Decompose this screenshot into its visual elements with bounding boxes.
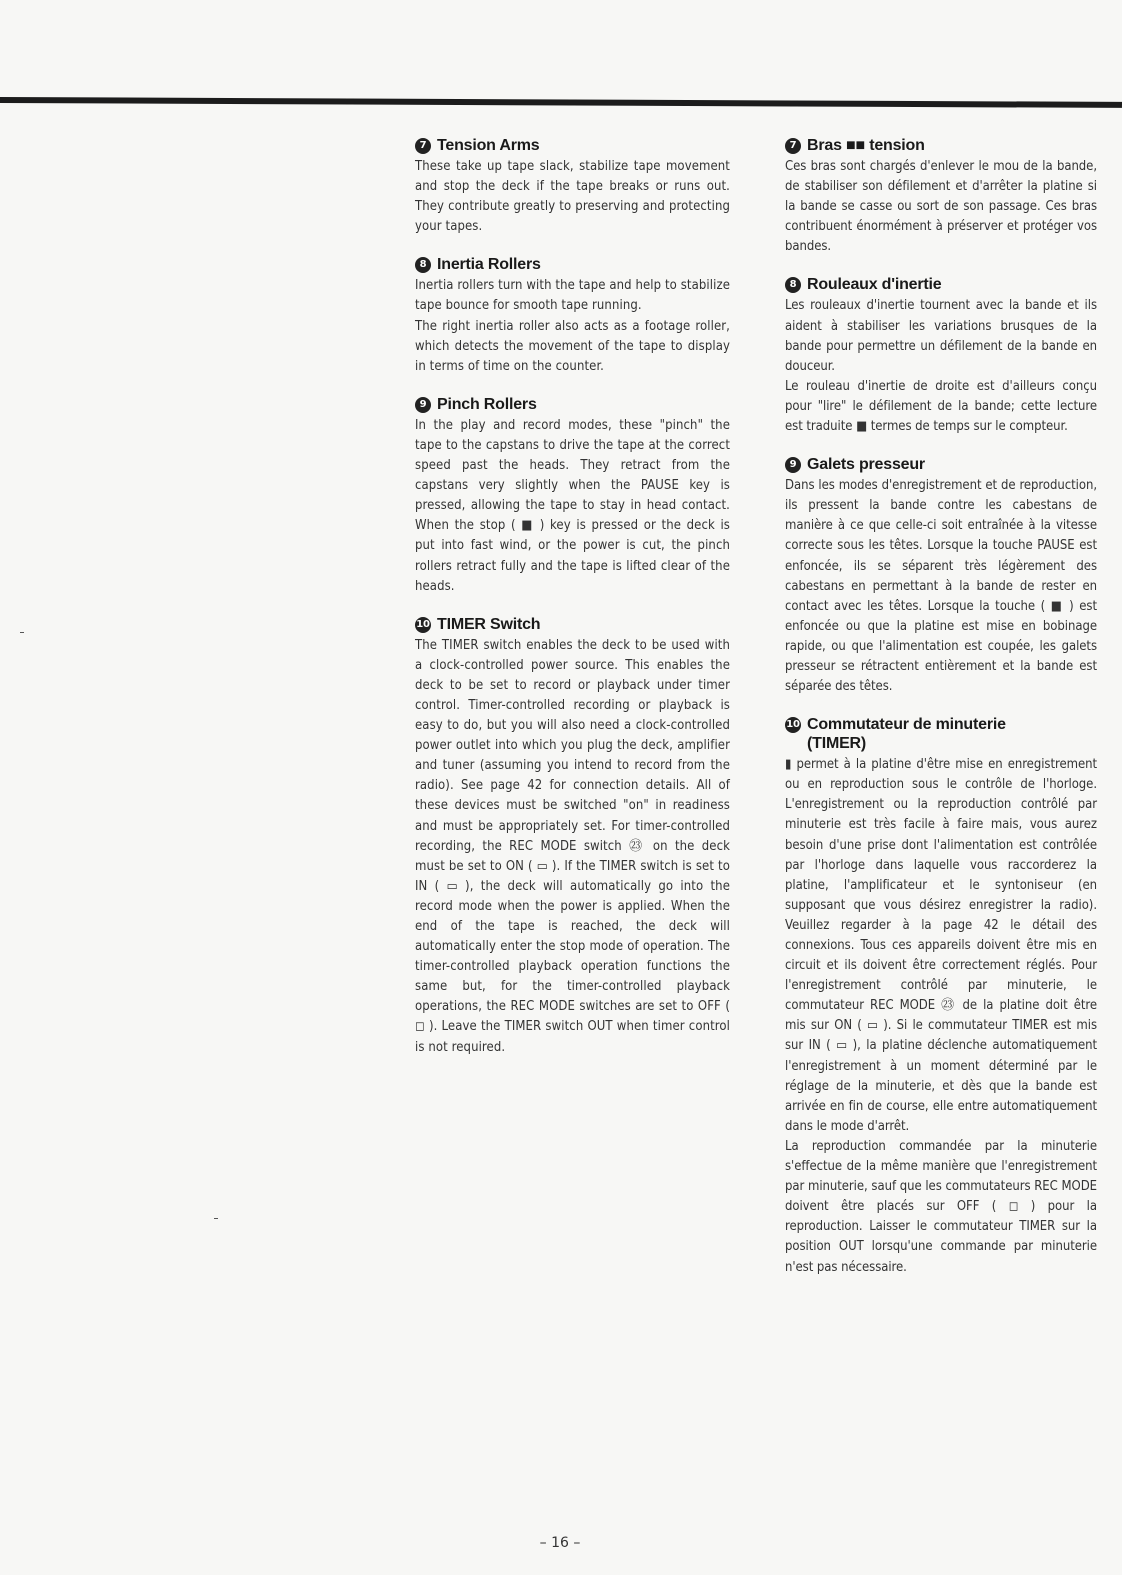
section-tension-arms [415,136,730,237]
french-column [785,136,1097,1296]
item-number-badge: 8 [415,257,431,273]
section-rouleaux-inertie [785,275,1097,437]
item-number-badge: 8 [785,277,801,293]
paragraph: Ces bras sont chargés d'enlever le mou de la bande, de stabiliser son défilement et d'arrêter la platine si la bande se casse ou sort de son passage. Ces bras contribuent énormément à préserver et protéger vos bandes. [785,159,1097,255]
item-number-badge: 9 [785,457,801,473]
section-heading [785,136,1097,155]
scan-speck [214,1218,218,1219]
section-galets-presseur [785,455,1097,697]
item-number-badge: 10 [415,617,431,633]
paragraph: The right inertia roller also acts as a footage roller, which detects the movement of the tape to display in terms of time on the counter. [415,318,730,374]
item-number-badge: 7 [415,138,431,154]
top-rule [0,97,1122,108]
heading-text: Rouleaux d'inertie [807,276,942,294]
section-heading [415,615,730,634]
section-pinch-rollers [415,395,730,597]
section-inertia-rollers [415,255,730,376]
heading-text: Commutateur de minuterie (TIMER) [807,716,1006,753]
scan-speck [20,632,24,633]
paragraph: ▮ permet à la platine d'être mise en enregistrement ou en reproduction sous le contrôle de l'horloge. L'enregistrement ou la reproduction contrôlé par minuterie est très facile à faire mais, vous aurez besoin d'une prise dont l'alimentation est contrôlée par l'horloge dans laquelle vous raccorderez la platine, l'amplificateur et le syntoniseur (en supposant que vous désirez enregistrer la radio). Veuillez regarder à la page 42 le détail des connexions. Tous ces appareils doivent être mis en circuit et ils doivent être correctement réglés. Pour l'enregistrement contrôlé par minuterie, le commutateur REC MODE ㉓ de la platine doit être mis sur ON ( ▭ ). Si le commutateur TIMER est mis sur IN ( ▭ ), la platine déclenche automatiquement l'enregistrement à un moment déterminé par le réglage de la minuterie, et dès que la bande est arrivée en fin de course, elle entre automatiquement dans le mode d'arrêt. [785,757,1097,1134]
section-bras-tension [785,136,1097,257]
heading-text: Inertia Rollers [437,256,541,274]
heading-text: Pinch Rollers [437,395,537,413]
paragraph: Le rouleau d'inertie de droite est d'ailleurs conçu pour "lire" le défilement de la bande; cette lecture est traduite ■ termes de temps sur le compteur. [785,378,1097,435]
paragraph: The TIMER switch enables the deck to be used with a clock-controlled power source. This enables the deck to be set to record or playback under timer control. Timer-controlled recording or playback is easy to do, but you will also need a clock-controlled power outlet into which you plug the deck, amplifier and tuner (assuming you intend to record from the radio). See page 42 for connection details. All of these devices must be switched "on" in readiness and must be appropriately set. For timer-controlled recording, the REC MODE switch ㉓ on the deck must be set to ON ( ▭ ). If the TIMER switch is set to IN ( ▭ ), the deck will automatically go into the record mode when the power is applied. When the end of the tape is reached, the deck will automatically enter the stop mode of operation. The timer-controlled playback operation functions the same but, for the timer-controlled playback operations, the REC MODE switches are set to OFF ( ◻ ). Leave the TIMER switch OUT when timer control is not required. [415,637,730,1055]
paragraph: These take up tape slack, stabilize tape movement and stop the deck if the tape breaks or runs out. They contribute greatly to preserving and protecting your tapes. [415,159,730,235]
paragraph: Inertia rollers turn with the tape and help to stabilize tape bounce for smooth tape running. [415,278,730,314]
heading-text: Galets presseur [807,456,925,474]
section-heading [785,455,1097,474]
section-commutateur-minuterie [785,715,1097,1277]
item-number-badge: 7 [785,138,801,154]
paragraph: La reproduction commandée par la minuterie s'effectue de la même manière que l'enregistrement par minuterie, sauf que les commutateurs REC MODE doivent être placés sur OFF ( ◻ ) pour la reproduction. Laisser le commutateur TIMER sur la position OUT lorsqu'une commande par minuterie n'est pas nécessaire. [785,1138,1097,1275]
section-timer-switch [415,615,730,1058]
section-heading [415,255,730,274]
paragraph: In the play and record modes, these "pinch" the tape to the capstans to drive the tape at the correct speed past the heads. They retract from the capstans very slightly when the PAUSE key is pressed, allowing the tape to stay in head contact. When the stop ( ■ ) key is pressed or the deck is put into fast wind, or the power is cut, the pinch rollers retract fully and the tape is lifted clear of the heads. [415,417,730,594]
paragraph: Les rouleaux d'inertie tournent avec la bande et ils aident à stabiliser les variations brusques de la bande pour permettre un défilement de la bande en douceur. [785,298,1097,374]
item-number-badge: 10 [785,717,801,733]
paragraph: Dans les modes d'enregistrement et de reproduction, ils pressent la bande contre les cabestans de manière à ce que celle-ci soit entraînée à la vitesse correcte sous les têtes. Lorsque la touche PAUSE est enfoncée, ils se séparent très légèrement des cabestans en permettant à la bande de rester en contact avec les têtes. Lorsque la touche ( ■ ) est enfoncée ou que la platine est mise en bobinage rapide, ou que l'alimentation est coupée, les galets presseur se rétractent entièrement et la bande est séparée des têtes. [785,478,1097,695]
heading-text: Tension Arms [437,137,540,154]
section-heading [785,275,1097,294]
item-number-badge: 9 [415,397,431,413]
section-heading [415,395,730,414]
heading-text: TIMER Switch [437,615,541,633]
heading-text: Bras ■■ tension [807,137,925,154]
page-number: – 16 – [539,1535,581,1551]
section-heading [415,136,730,155]
section-heading [785,715,1097,753]
english-column [415,136,730,1076]
